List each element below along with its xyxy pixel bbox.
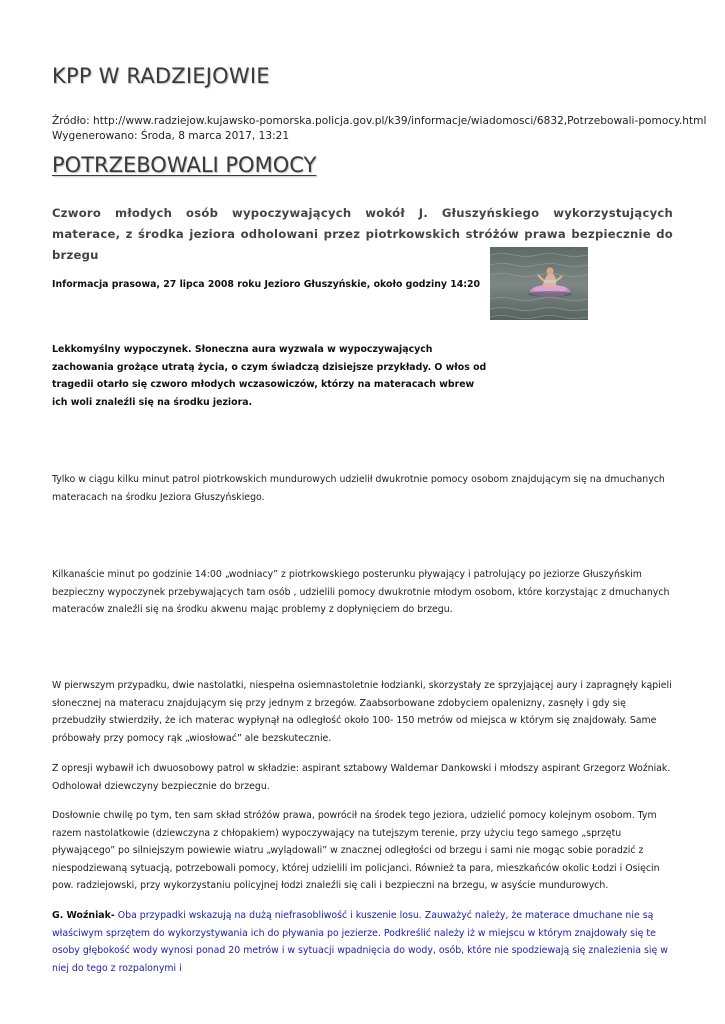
paragraph-1: Tylko w ciągu kilku minut patrol piotrkowskich mundurowych udzielił dwukrotnie pomocy osobom znajdującym się na dmuchanych materacach na środku Jeziora Głuszyńskiego. [52,474,665,503]
quote-paragraph [52,907,672,977]
generated-date: Wygenerowano: Środa, 8 marca 2017, 13:21 [52,130,290,142]
article-title: POTRZEBOWALI POMOCY [52,153,317,177]
press-info: Informacja prasowa, 27 lipca 2008 roku Jezioro Głuszyńskie, około godziny 14:20 [52,279,481,290]
source-url: Źródło: http://www.radziejow.kujawsko-pomorska.policja.gov.pl/k39/informacje/wiadomosci/6832,Potrzebowali-pomocy.html [52,115,707,127]
quote-text: Oba przypadki wskazują na dużą niefrasobliwość i kuszenie losu. Zauważyć należy, że materace dmuchane nie są właściwym sprzętem do wykorzystywania ich do pływania po jezierze. Podkreślić należy iż w miejscu w którym znajdowały się te osoby głębokość wody wynosi ponad 20 metrów i w sytuacji wpadnięcia do wody, osób, które nie spodziewają się znalezienia się w niej do tego z rozpalonymi i [52,910,668,974]
lake-mattress-photo-icon [490,247,588,320]
paragraph-2: Kilkanaście minut po godzinie 14:00 „wodniacy” z piotrkowskiego posterunku pływający i patrolujący po jeziorze Głuszyńskim bezpieczny wypoczynek przebywających tam osób , udzielili pomocy dwukrotnie młodym osobom, które korzystając z dmuchanych materaców znaleźli się na środku akwenu mając problemy z dopłynięciem do brzegu. [52,569,670,616]
paragraph-4: Z opresji wybawił ich dwuosobowy patrol w składzie: aspirant sztabowy Waldemar Dankowski i młodszy aspirant Grzegorz Woźniak. Odholował dziewczyny bezpiecznie do brzegu. [52,763,671,792]
article-intro: Lekkomyślny wypoczynek. Słoneczna aura wyzwala w wypoczywających zachowania grożące utratą życia, o czym świadczą dzisiejsze przykłady. O włos od tragedii otarło się czworo młodych wczasowiczów, którzy na materacach wbrew ich woli znaleźli się na środku jeziora. [52,344,487,408]
article-lead: Czworo młodych osób wypoczywających wokół J. Głuszyńskiego wykorzystujących materace, z środka jeziora odholowani przez piotrkowskich stróżów prawa bezpiecznie do brzegu [52,206,673,262]
unit-title: KPP W RADZIEJOWIE [52,64,270,88]
paragraph-5: Dosłownie chwilę po tym, ten sam skład stróżów prawa, powrócił na środek tego jeziora, udzielić pomocy kolejnym osobom. Tym razem nastolatkowie (dziewczyna z chłopakiem) wypoczywający na tutejszym terenie, przy użyciu tego samego „sprzętu pływającego” po silniejszym powiewie wiatru „wylądowali” w znacznej odległości od brzegu i sami nie mogąc sobie poradzić z niespodziewaną sytuacją, potrzebowali pomocy, której udzielili im policjanci. Również ta para, mieszkańców okolic Łodzi i Osięcin pow. radziejowski, przy wykorzystaniu policyjnej łodzi znaleźli się cali i bezpieczni na brzegu, w asyście mundurowych. [52,810,660,892]
quote-author: G. Woźniak- [52,910,115,921]
source-meta [52,114,707,144]
paragraph-3: W pierwszym przypadku, dwie nastolatki, niespełna osiemnastoletnie łodzianki, skorzystały ze sprzyjającej aury i zapragnęły kąpieli słonecznej na materacu znajdującym się przy jednym z brzegów. Zaabsorbowane zdobyciem opalenizny, zasnęły i gdy się przebudziły stwierdziły, że ich materac wypłynął na odległość około 100- 150 metrów od miejsca w którym się znajdowały. Same próbowały przy pomocy rąk „wiosłować” ale bezskutecznie. [52,680,672,744]
